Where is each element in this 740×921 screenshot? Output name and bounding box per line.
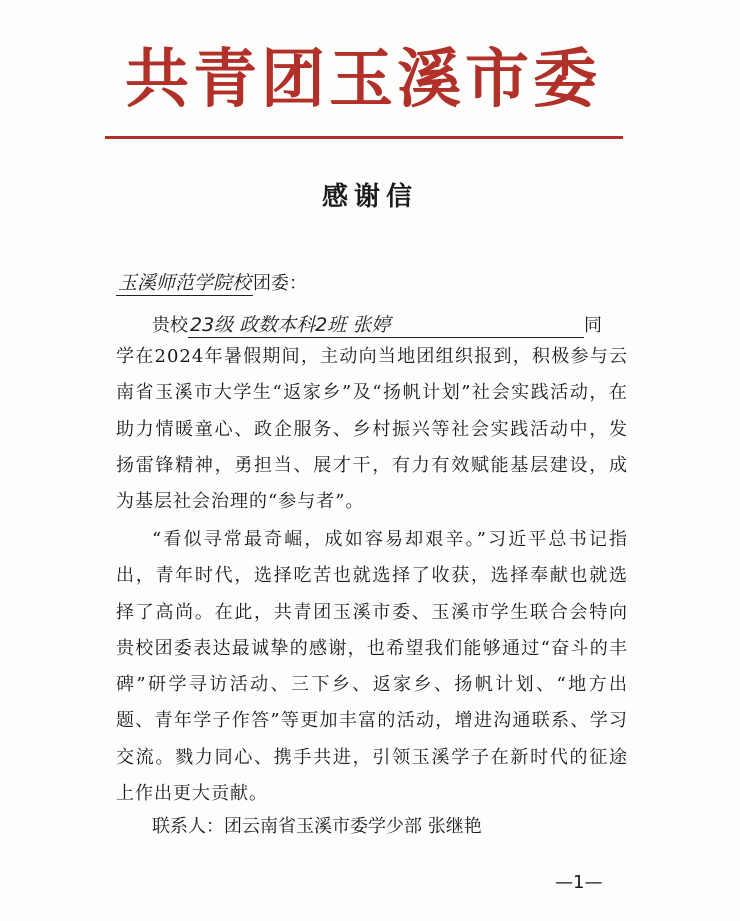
page-number: —1— [555,872,603,893]
recipient-suffix: 团委： [253,273,308,294]
student-line [116,310,626,338]
paragraph-2: “看似寻常最奇崛，成如容易却艰辛。”习近平总书记指出，青年时代，选择吃苦也就选择了收获，选择奉献也就选择了高尚。在此，共青团玉溪市委、玉溪市学生联合会特向贵校团委表达最诚挚的感谢，也希望我们能够通过“奋斗的丰碑”研学寻访活动、三下乡、返家乡、扬帆计划、“地方出题、青年学子作答”等更加丰富的活动，增进沟通联系、学习交流。戮力同心、携手共进，引领玉溪学子在新时代的征途上作出更大贡献。 [116,529,628,805]
letterhead-divider [105,136,623,139]
line1-prefix: 贵校 [152,315,188,336]
recipient-handwritten: 玉溪师范学院校 [116,268,253,296]
contact-line: 联系人：团云南省玉溪市委学少部 张继艳 [152,816,482,837]
letter-title: 感谢信 [321,182,418,212]
salutation [116,268,307,296]
letterhead-title: 共青团玉溪市委 [125,42,601,117]
student-handwritten: 23级 政数本科2班 张婷 [188,310,584,338]
line1-suffix: 同 [584,315,602,336]
paragraph-1: 学在2024年暑假期间，主动向当地团组织报到，积极参与云南省玉溪市大学生“返家乡”及“扬帆计划”社会实践活动，在助力情暖童心、政企服务、乡村振兴等社会实践活动中，发扬雷锋精神，勇担当、展才干，有力有效赋能基层建设，成为基层社会治理的“参与者”。 [116,346,628,513]
